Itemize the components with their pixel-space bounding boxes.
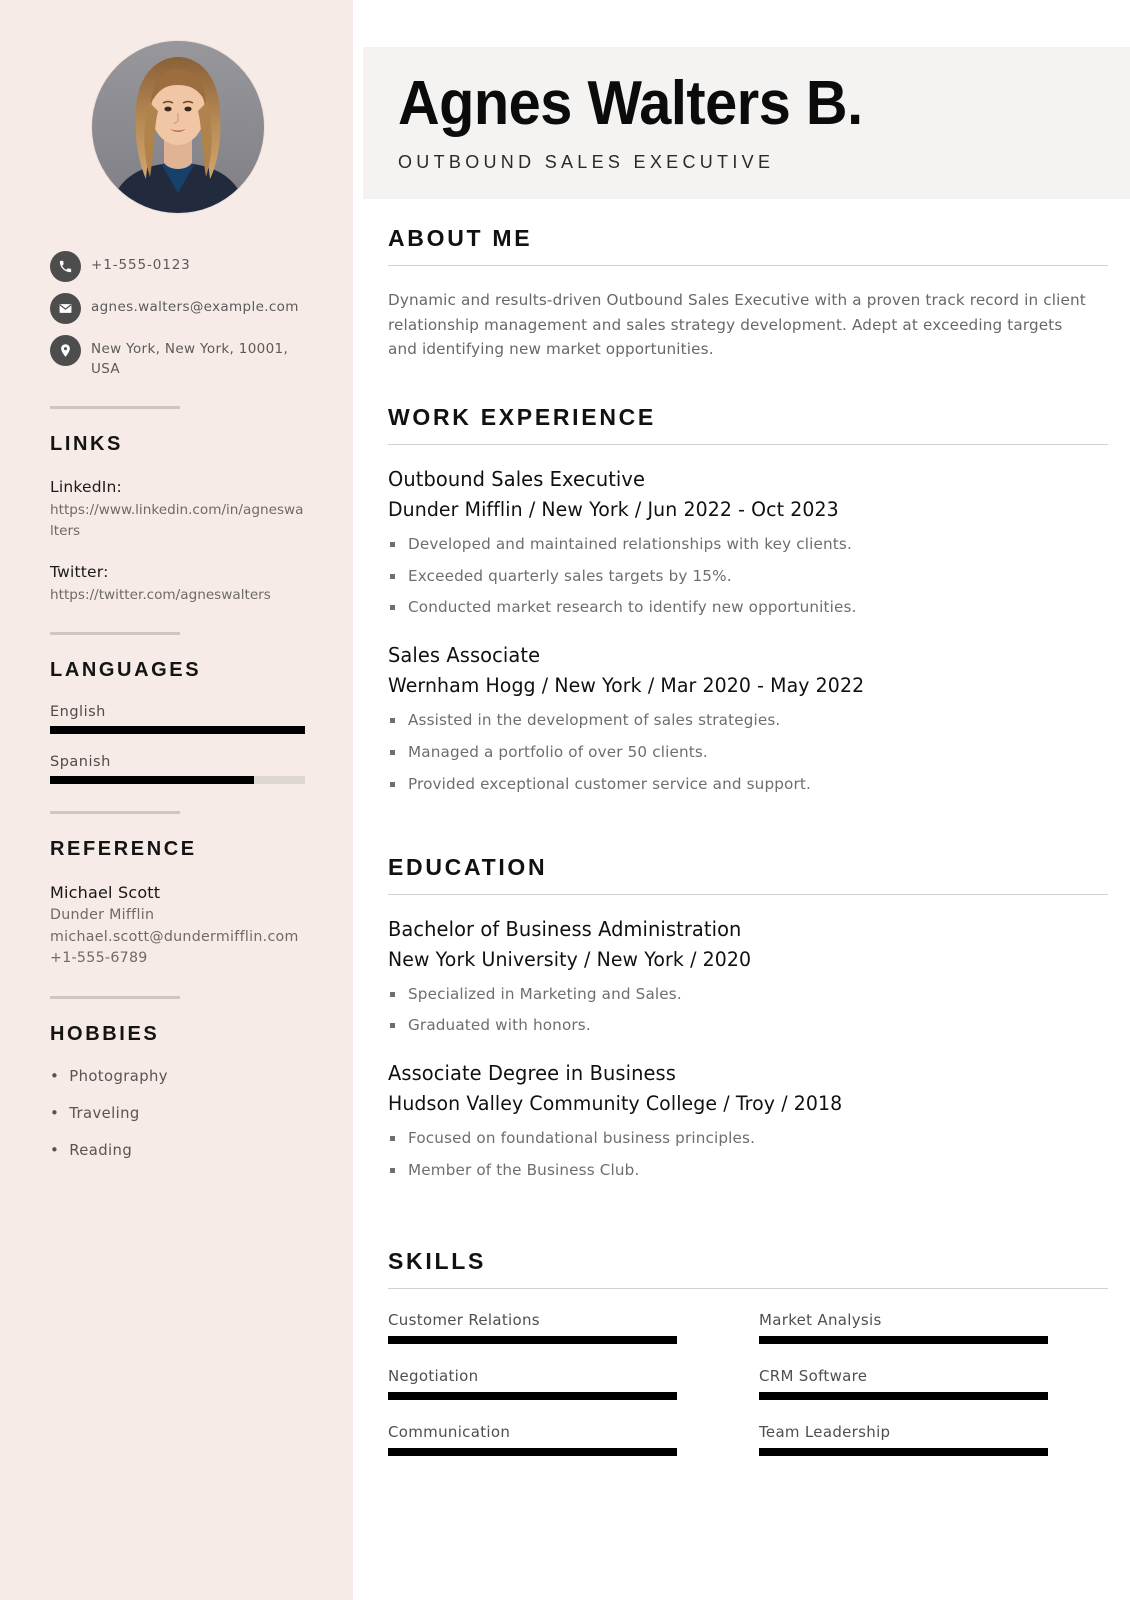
divider-hobbies (50, 996, 180, 999)
skill-level-fill (388, 1448, 677, 1456)
section-education (388, 854, 1108, 1182)
skill-level-fill (759, 1392, 1048, 1400)
contact-row-phone (50, 251, 305, 282)
envelope-icon (50, 293, 81, 324)
contact-location-text: New York, New York, 10001, USA (91, 341, 289, 377)
language-item-english (50, 704, 305, 734)
section-languages (50, 659, 305, 784)
skill-item (388, 1311, 677, 1344)
bullet-dot-icon: • (50, 1141, 60, 1160)
job-title-subtitle: OUTBOUND SALES EXECUTIVE (398, 152, 775, 173)
hobby-label: Reading (69, 1142, 133, 1160)
list-item (50, 1068, 305, 1085)
skill-label: Team Leadership (759, 1422, 891, 1441)
work-role: Outbound Sales Executive (388, 466, 646, 491)
list-item: Assisted in the development of sales strategies. (388, 709, 1108, 732)
location-pin-icon (50, 335, 81, 366)
section-reference (50, 838, 305, 969)
language-item-spanish (50, 754, 305, 784)
divider-languages (50, 632, 180, 635)
section-work-experience (388, 404, 1108, 796)
section-rule (388, 444, 1108, 445)
bullet-dot-icon: • (50, 1104, 60, 1123)
contact-row-email (50, 293, 305, 324)
about-me-heading: ABOUT ME (388, 225, 533, 251)
contact-phone-text: +1-555-0123 (91, 257, 191, 273)
list-item: Focused on foundational business principles. (388, 1127, 1108, 1150)
education-entry (388, 917, 1108, 1038)
section-about-me (388, 225, 1108, 362)
education-heading: EDUCATION (388, 853, 548, 880)
twitter-label: Twitter: (50, 562, 109, 581)
hobbies-heading: HOBBIES (50, 1023, 160, 1046)
skill-item (388, 1367, 677, 1400)
divider-links (50, 406, 180, 409)
links-heading: LINKS (50, 433, 123, 456)
skill-level-track (759, 1448, 1048, 1456)
skill-level-fill (759, 1336, 1048, 1344)
list-item: Graduated with honors. (388, 1014, 1108, 1037)
link-item-twitter[interactable] (50, 563, 305, 605)
main-body (388, 225, 1108, 1456)
skill-label: Customer Relations (388, 1310, 540, 1329)
work-experience-heading: WORK EXPERIENCE (388, 403, 656, 430)
education-bullets (388, 1127, 1108, 1182)
section-links (50, 433, 305, 605)
reference-name: Michael Scott (50, 883, 161, 903)
language-level-track (50, 726, 305, 734)
work-entry (388, 643, 1108, 795)
language-level-fill (50, 776, 254, 784)
section-rule (388, 265, 1108, 266)
education-entry (388, 1061, 1108, 1182)
language-name: English (50, 704, 106, 721)
work-meta: Wernham Hogg / New York / Mar 2020 - May 2022 (388, 674, 865, 698)
language-level-track (50, 776, 305, 784)
list-item (50, 1105, 305, 1122)
languages-heading: LANGUAGES (50, 659, 202, 682)
work-entry (388, 467, 1108, 619)
skills-heading: SKILLS (388, 1247, 486, 1274)
header-band (363, 47, 1130, 199)
work-meta: Dunder Mifflin / New York / Jun 2022 - Oct 2023 (388, 497, 839, 521)
reference-heading: REFERENCE (50, 838, 197, 861)
work-bullets (388, 533, 1108, 619)
avatar (92, 41, 264, 213)
section-skills (388, 1248, 1108, 1456)
main-content (353, 0, 1130, 1600)
skill-item (759, 1311, 1048, 1344)
divider-reference (50, 811, 180, 814)
reference-company: Dunder Mifflin (50, 907, 155, 924)
reference-phone: +1-555-6789 (50, 949, 148, 966)
skill-level-track (759, 1392, 1048, 1400)
contact-email-text: agnes.walters@example.com (91, 299, 299, 315)
skill-level-fill (759, 1448, 1048, 1456)
spacer (388, 362, 1108, 404)
list-item: Member of the Business Club. (388, 1159, 1108, 1182)
linkedin-url[interactable]: https://www.linkedin.com/in/agneswalters (50, 502, 304, 539)
skill-item (759, 1423, 1048, 1456)
education-meta: New York University / New York / 2020 (388, 947, 752, 971)
section-rule (388, 894, 1108, 895)
skill-label: Communication (388, 1422, 511, 1441)
phone-icon (50, 251, 81, 282)
spacer (388, 820, 1108, 854)
spacer (388, 1206, 1108, 1248)
list-item: Provided exceptional customer service and support. (388, 773, 1108, 796)
list-item: Managed a portfolio of over 50 clients. (388, 741, 1108, 764)
skill-level-track (388, 1336, 677, 1344)
skill-level-fill (388, 1336, 677, 1344)
skill-label: Market Analysis (759, 1310, 882, 1329)
list-item (50, 1142, 305, 1159)
language-name: Spanish (50, 754, 111, 771)
list-item: Developed and maintained relationships with key clients. (388, 533, 1108, 556)
twitter-url[interactable]: https://twitter.com/agneswalters (50, 586, 271, 603)
education-meta: Hudson Valley Community College / Troy / 2018 (388, 1092, 843, 1116)
skill-level-fill (388, 1392, 677, 1400)
work-role: Sales Associate (388, 643, 541, 668)
hobby-label: Photography (69, 1068, 168, 1086)
linkedin-label: LinkedIn: (50, 478, 122, 497)
list-item: Exceeded quarterly sales targets by 15%. (388, 565, 1108, 588)
skill-label: Negotiation (388, 1366, 479, 1385)
list-item: Conducted market research to identify new opportunities. (388, 596, 1108, 619)
education-bullets (388, 983, 1108, 1038)
skill-level-track (759, 1336, 1048, 1344)
contact-list (50, 251, 305, 379)
skills-grid (388, 1311, 1048, 1456)
avatar-wrapper (50, 41, 305, 213)
page-title: Agnes Walters B. (398, 69, 863, 138)
sidebar (0, 0, 353, 1600)
list-item: Specialized in Marketing and Sales. (388, 983, 1108, 1006)
skill-item (388, 1423, 677, 1456)
education-degree: Associate Degree in Business (388, 1061, 676, 1086)
skill-level-track (388, 1392, 677, 1400)
contact-row-location (50, 335, 305, 379)
skill-item (759, 1367, 1048, 1400)
language-level-fill (50, 726, 305, 734)
about-me-text: Dynamic and results-driven Outbound Sales Executive with a proven track record in client relationship management and sales strategy development. Adept at exceeding targets and identifying new market opportunities. (388, 291, 1086, 359)
section-hobbies (50, 1023, 305, 1159)
work-bullets (388, 709, 1108, 795)
bullet-dot-icon: • (50, 1067, 60, 1086)
reference-email[interactable]: michael.scott@dundermifflin.com (50, 928, 299, 945)
education-degree: Bachelor of Business Administration (388, 916, 742, 941)
skill-level-track (388, 1448, 677, 1456)
hobby-label: Traveling (69, 1105, 140, 1123)
section-rule (388, 1288, 1108, 1289)
link-item-linkedin[interactable] (50, 478, 305, 541)
skill-label: CRM Software (759, 1366, 868, 1385)
